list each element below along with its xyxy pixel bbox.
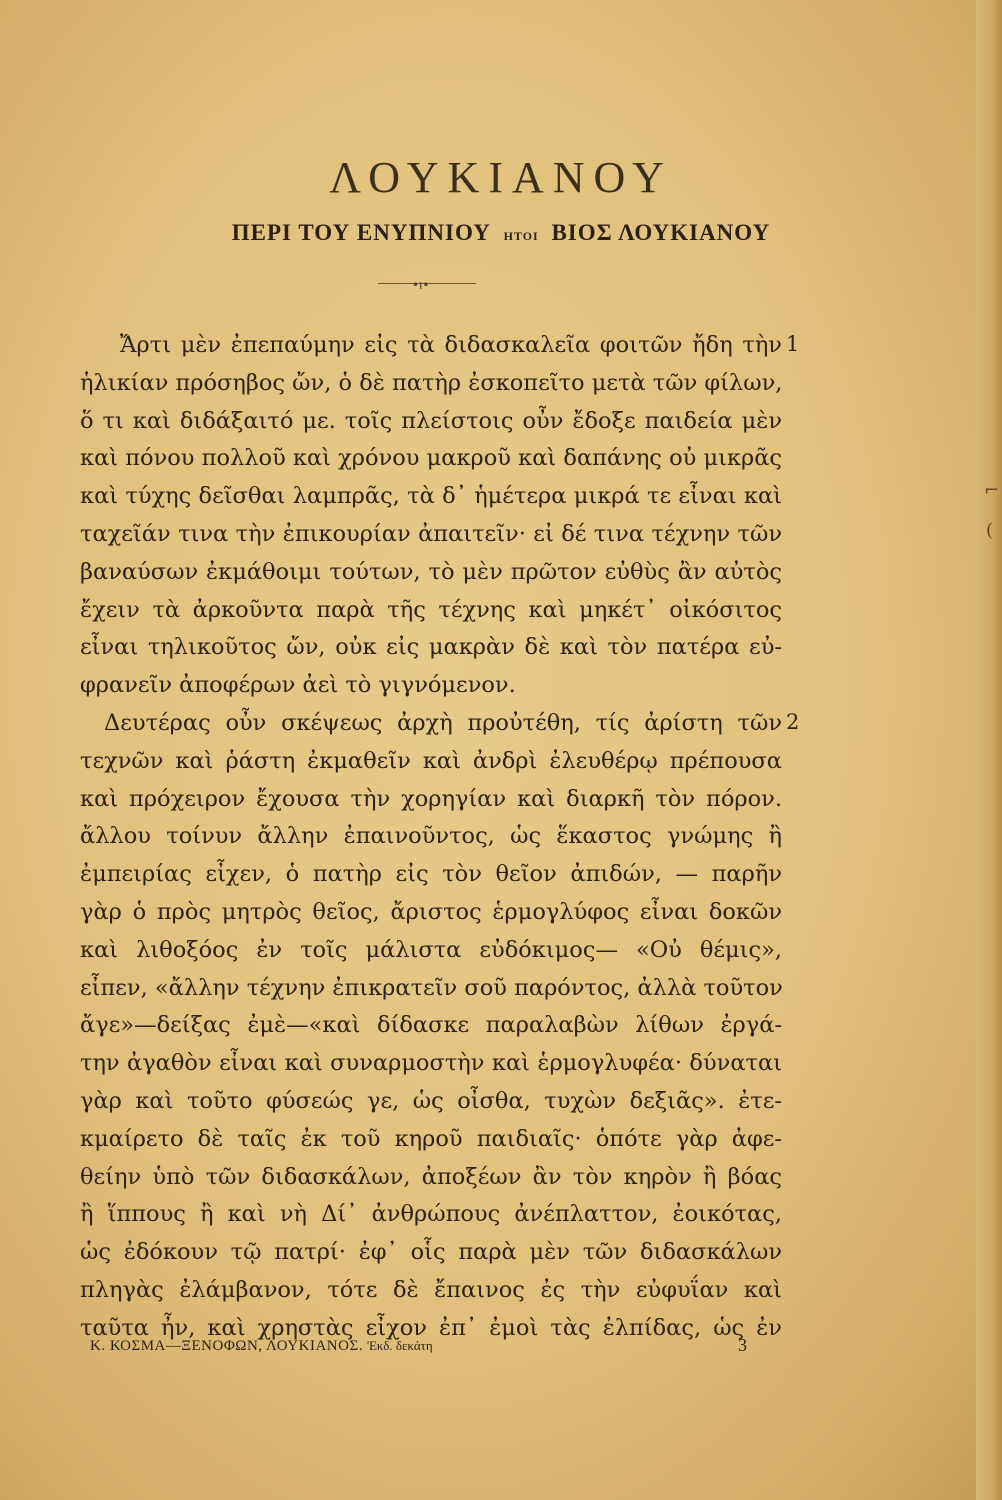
margin-mark: ⌐ [984, 480, 1000, 501]
text-line: την ἀγαθὸν εἶναι καὶ συναρμοστὴν καὶ ἑρμογλυφέα· δύναται [80, 1050, 782, 1077]
text-line: ἄλλου τοίνυν ἄλλην ἐπαινοῦντος, ὡς ἕκαστος γνώμης ἢ [80, 823, 782, 850]
text-line: ἐμπειρίας εἶχεν, ὁ πατὴρ εἰς τὸν θεῖον ἀπιδών, — παρῆν [80, 861, 782, 888]
section-number: 2 [786, 710, 800, 734]
text-line: εἶπεν, «ἄλλην τέχνην ἐπικρατεῖν σοῦ παρόντος, ἀλλὰ τοῦτον [80, 974, 783, 1001]
edition-text: Ἐκδ. δεκάτη [367, 1338, 433, 1353]
text-line: γὰρ ὁ πρὸς μητρὸς θεῖος, ἄριστος ἑρμογλύφος εἶναι δοκῶν [80, 899, 782, 925]
text-line: καὶ πρόχειρον ἔχουσα τὴν χορηγίαν καὶ διαρκῆ τὸν πόρον. [80, 785, 782, 812]
text-line: ἡλικίαν πρόσηβος ὤν, ὁ δὲ πατὴρ ἐσκοπεῖτο μετὰ τῶν φίλων, [80, 369, 783, 396]
title-part-b: ΒΙΟΣ ΛΟΥΚΙΑΝΟΥ [551, 220, 771, 245]
text-line: καὶ πόνου πολλοῦ καὶ χρόνου μακροῦ καὶ δαπάνης οὐ μικρᾶς [80, 445, 782, 472]
text-line: θείην ὑπὸ τῶν διδασκάλων, ἀποξέων ἂν τὸν κηρὸν ἢ βόας [80, 1163, 782, 1190]
signature-text: Κ. ΚΟΣΜΑ—ΞΕΝΟΦΩΝ, ΛΟΥΚΙΑΝΟΣ. [90, 1338, 363, 1354]
work-title [0, 220, 1002, 246]
text-line: Δευτέρας οὖν σκέψεως ἀρχὴ προὐτέθη, τίς ἀρίστη τῶν [104, 710, 782, 736]
text-line: ὡς ἐδόκουν τῷ πατρί· ἐφ᾽ οἷς παρὰ μὲν τῶν διδασκάλων [80, 1239, 782, 1266]
text-line: κμαίρετο δὲ ταῖς ἐκ τοῦ κηροῦ παιδιαῖς· ὁπότε γὰρ ἀφε- [80, 1125, 782, 1152]
footer-signature [90, 1338, 760, 1355]
text-line: ὅ τι καὶ διδάξαιτό με. τοῖς πλείστοις οὖν ἔδοξε παιδεία μὲν [80, 407, 782, 434]
title-connector: ΗΤΟΙ [503, 229, 539, 243]
author-heading: ΛΟΥΚΙΑΝΟΥ [329, 153, 673, 202]
text-line: ἔχειν τὰ ἀρκοῦντα παρὰ τῆς τέχνης καὶ μηκέτ᾽ οἰκόσιτος [80, 596, 782, 623]
text-line: καὶ τύχης δεῖσθαι λαμπρᾶς, τὰ δ᾽ ἡμέτερα μικρά τε εἶναι καὶ [80, 483, 782, 510]
text-line: καὶ λιθοξόος ἐν τοῖς μάλιστα εὐδόκιμος— «Οὐ θέμις», [80, 936, 782, 963]
title-part-a: ΠΕΡΙ ΤΟΥ ΕΝΥΠΝΙΟΥ [231, 220, 491, 245]
text-line: Ἄρτι μὲν ἐπεπαύμην εἰς τὰ διδασκαλεῖα φοιτῶν ἤδη τὴν [120, 332, 782, 358]
text-line: ἢ ἵππους ἢ καὶ νὴ Δί᾽ ἀνθρώπους ἀνέπλαττον, ἐοικότας, [80, 1201, 782, 1228]
rule-ornament: •ı• [412, 278, 430, 292]
text-line: ταῦτα ἦν, καὶ χρηστὰς εἶχον ἐπ᾽ ἐμοὶ τὰς ἐλπίδας, ὡς ἐν [80, 1314, 782, 1341]
text-line: φρανεῖν ἀποφέρων ἀεὶ τὸ γιγνόμενον. [80, 672, 516, 699]
text-line: τεχνῶν καὶ ῥάστη ἐκμαθεῖν καὶ ἀνδρὶ ἐλευθέρῳ πρέπουσα [80, 747, 782, 774]
text-line: ταχεῖάν τινα τὴν ἐπικουρίαν ἀπαιτεῖν· εἰ δέ τινα τέχνην τῶν [80, 521, 782, 547]
text-line: εἶναι τηλικοῦτος ὤν, οὐκ εἰς μακρὰν δὲ καὶ τὸν πατέρα εὐ- [80, 634, 782, 661]
text-line: ἄγε»—δείξας ἐμὲ—«καὶ δίδασκε παραλαβὼν λίθων ἐργά- [80, 1012, 782, 1039]
margin-mark: ( [986, 520, 994, 541]
text-line: πληγὰς ἐλάμβανον, τότε δὲ ἔπαινος ἐς τὴν εὐφυΐαν καὶ [80, 1277, 782, 1303]
text-line: βαναύσων ἐκμάθοιμι τούτων, τὸ μὲν πρῶτον εὐθὺς ἂν αὐτὸς [80, 558, 782, 585]
section-number: 1 [786, 332, 800, 356]
page-number: 3 [738, 1335, 747, 1355]
text-line: γὰρ καὶ τοῦτο φύσεώς γε, ὡς οἶσθα, τυχὼν δεξιᾶς». ἐτε- [80, 1088, 782, 1114]
